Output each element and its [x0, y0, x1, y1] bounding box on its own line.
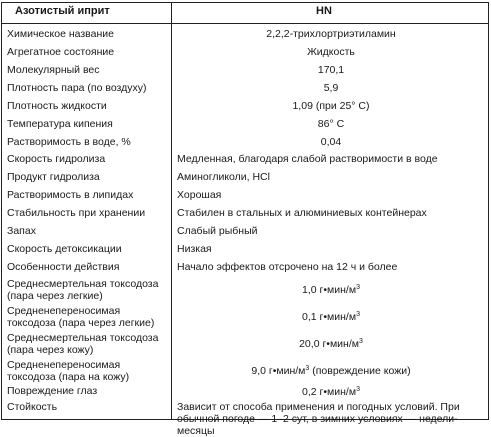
header-left: Азотистый иприт: [15, 5, 110, 17]
row-value: Начало эффектов отсрочено на 12 ч и более: [177, 261, 398, 273]
row-label: Продукт гидролиза: [7, 171, 100, 183]
row-value: 5,9: [323, 82, 339, 94]
row-label: Средненепереносимая токсодоза (пара на кожу): [7, 359, 130, 383]
row-value: Аминогликоли, HCl: [177, 171, 270, 183]
row-value: 86° С: [317, 118, 345, 130]
row-value: 1,0 $г•мин/м^3$: [302, 284, 360, 296]
row-label: Скорость детоксикации: [7, 243, 122, 255]
row-label: Средненепереносимая токсодоза (пара через легкие): [7, 305, 155, 329]
row-value: Низкая: [177, 243, 212, 255]
row-label: Стабильность при хранении: [7, 207, 146, 219]
row-value: 0,2 $г•мин/м^3$: [302, 386, 360, 398]
row-value: Медленная, благодаря слабой растворимости в воде: [177, 153, 438, 165]
row-label: Химическое название: [7, 28, 114, 40]
row-label: Повреждение глаз: [7, 385, 98, 397]
row-value: 2,2,2-трихлортриэтиламин: [266, 28, 396, 40]
row-value: Жидкость: [307, 46, 355, 58]
column-divider: [171, 2, 172, 420]
row-value: 0,1 $г•мин/м^3$: [302, 311, 360, 323]
row-label: Скорость гидролиза: [7, 153, 106, 165]
row-label: Среднесмертельная токсодоза (пара через легкие): [7, 278, 159, 302]
row-value: Стабилен в стальных и алюминиевых контейнерах: [177, 207, 427, 219]
row-label: Молекулярный вес: [7, 64, 100, 76]
row-label: Растворимость в воде, %: [7, 136, 131, 148]
row-value: Слабый рыбный: [177, 225, 258, 237]
row-value: 170,1: [317, 64, 345, 76]
header-divider: [1, 23, 489, 24]
header-right: HN: [316, 5, 332, 17]
row-value: 9,0 $г•мин/м^3$ (повреждение кожи): [251, 365, 411, 377]
row-value: Зависит от способа применения и погодных условий. При обычной погоде — 1–2 сут, в зимних условиях — недели-месяцы: [177, 401, 460, 437]
row-label: Среднесмертельная токсодоза (пара через кожу): [7, 332, 159, 356]
row-value: 20,0 $г•мин/м^3$: [299, 338, 363, 350]
row-label: Растворимость в липидах: [7, 189, 134, 201]
row-label: Агрегатное состояние: [7, 46, 115, 58]
row-label: Стойкость: [7, 401, 58, 413]
row-value: 0,04: [320, 136, 342, 148]
row-value: 1,09 (при 25° С): [292, 100, 370, 112]
row-label: Плотность пара (по воздуху): [7, 82, 147, 94]
row-label: Плотность жидкости: [7, 100, 107, 112]
properties-table: [1, 2, 489, 437]
row-label: Температура кипения: [7, 118, 113, 130]
row-label: Запах: [7, 225, 36, 237]
row-label: Особенности действия: [7, 261, 120, 273]
row-value: Хорошая: [177, 189, 222, 201]
